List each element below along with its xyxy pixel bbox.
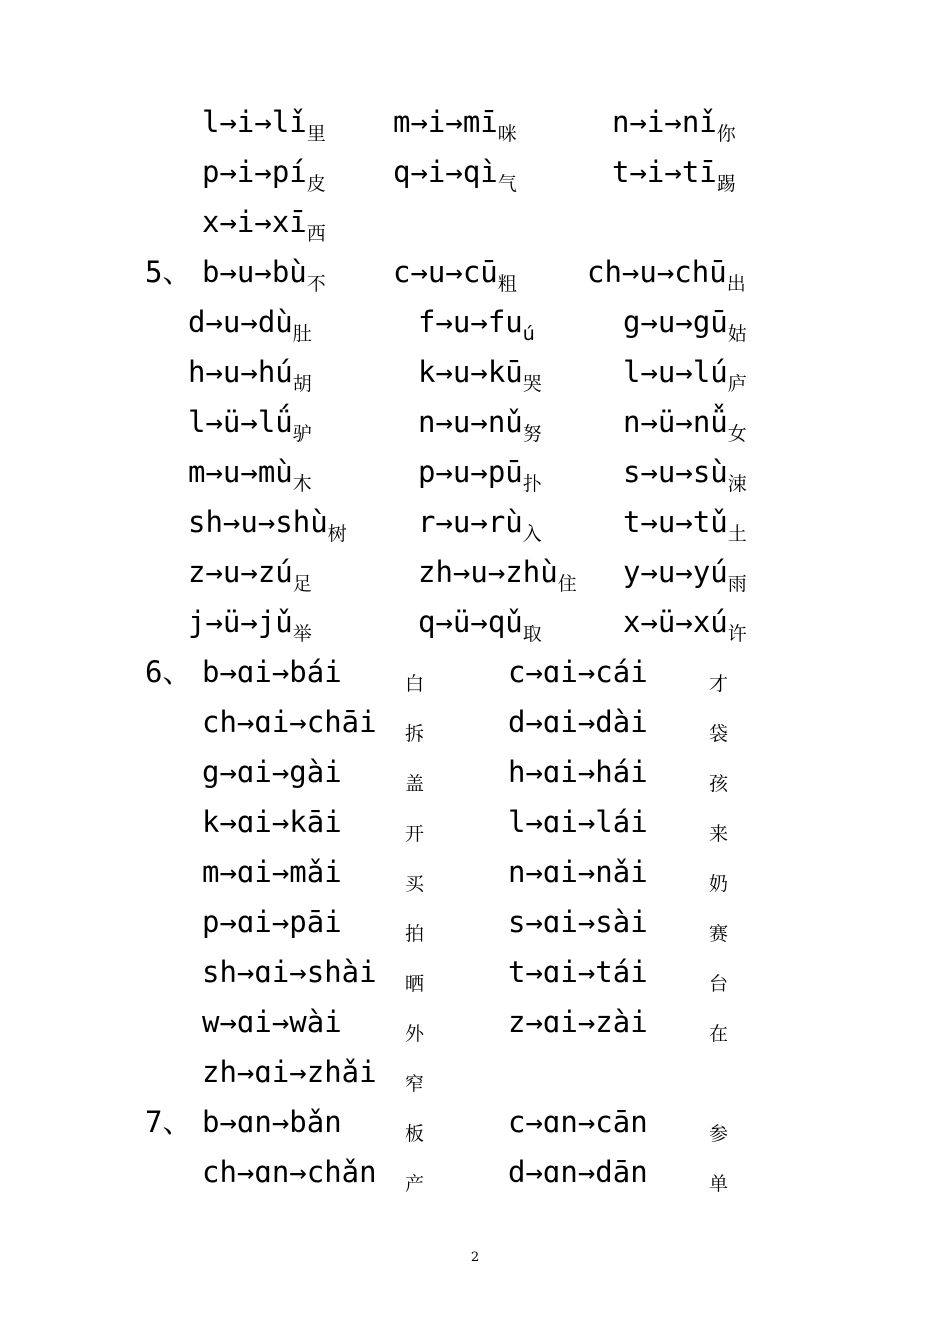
pinyin-entry — [508, 802, 729, 845]
hanzi-character: 孩 — [709, 773, 729, 795]
pinyin-text: sh→ɑi→shài — [202, 955, 377, 989]
pinyin-entry — [508, 952, 729, 995]
pinyin-entry — [393, 102, 517, 146]
page-number: 2 — [470, 1250, 480, 1265]
pinyin-text: n→i→nǐ — [612, 105, 717, 139]
pinyin-text: n→ɑi→nǎi — [508, 855, 648, 889]
pinyin-entry — [418, 602, 542, 646]
pinyin-text: d→ɑn→dān — [508, 1155, 648, 1189]
hanzi-character: 台 — [709, 973, 729, 995]
pinyin-text: g→ɑi→gài — [202, 755, 342, 789]
pinyin-entry — [202, 702, 425, 745]
pinyin-text: p→ɑi→pāi — [202, 905, 342, 939]
pinyin-entry — [612, 152, 736, 196]
pinyin-entry — [418, 552, 577, 596]
hanzi-character: 住 — [557, 573, 577, 595]
pinyin-entry — [188, 552, 312, 596]
pinyin-text: ch→u→chū — [587, 255, 727, 289]
hanzi-character: 许 — [727, 623, 747, 645]
hanzi-character: 出 — [726, 273, 746, 295]
pinyin-text: n→ü→nǚ — [623, 405, 728, 439]
hanzi-character: 肚 — [292, 323, 312, 345]
pinyin-entry — [202, 952, 425, 995]
hanzi-character: 参 — [709, 1123, 729, 1145]
pinyin-text: z→ɑi→zài — [508, 1005, 648, 1039]
pinyin-text: g→u→gū — [623, 305, 728, 339]
pinyin-text: q→ü→qǔ — [418, 605, 523, 639]
hanzi-character: ú — [522, 323, 535, 345]
pinyin-text: ch→ɑi→chāi — [202, 705, 377, 739]
pinyin-text: z→u→zú — [188, 555, 293, 589]
pinyin-entry — [202, 852, 425, 895]
pinyin-text: y→u→yú — [623, 555, 728, 589]
pinyin-entry — [508, 852, 729, 895]
hanzi-character: 土 — [727, 523, 747, 545]
pinyin-entry — [508, 1152, 729, 1195]
pinyin-text: k→ɑi→kāi — [202, 805, 342, 839]
pinyin-text: b→ɑn→bǎn — [202, 1105, 342, 1139]
hanzi-character: 盖 — [405, 773, 425, 795]
hanzi-character: 踢 — [716, 173, 736, 195]
pinyin-entry — [202, 1002, 425, 1045]
pinyin-text: h→ɑi→hái — [508, 755, 648, 789]
pinyin-entry — [202, 652, 425, 695]
hanzi-character: 产 — [405, 1173, 425, 1195]
pinyin-text: c→ɑi→cái — [508, 655, 648, 689]
pinyin-text: l→ü→lǘ — [188, 405, 293, 439]
hanzi-character: 足 — [292, 573, 312, 595]
pinyin-entry — [393, 152, 517, 196]
pinyin-text: q→i→qì — [393, 155, 498, 189]
hanzi-character: 奶 — [709, 873, 729, 895]
pinyin-entry — [188, 502, 347, 546]
pinyin-entry — [587, 252, 746, 296]
pinyin-entry — [393, 252, 517, 296]
hanzi-character: 取 — [522, 623, 542, 645]
pinyin-text: f→u→fu — [418, 305, 523, 339]
hanzi-character: 袋 — [709, 723, 729, 745]
pinyin-text: b→ɑi→bái — [202, 655, 342, 689]
hanzi-character: 板 — [405, 1123, 425, 1145]
pinyin-text: p→u→pū — [418, 455, 523, 489]
pinyin-text: c→u→cū — [393, 255, 498, 289]
pinyin-text: c→ɑn→cān — [508, 1105, 648, 1139]
section-number: 6、 — [145, 655, 192, 689]
hanzi-character: 努 — [522, 423, 542, 445]
pinyin-text: sh→u→shù — [188, 505, 328, 539]
hanzi-character: 庐 — [727, 373, 747, 395]
pinyin-text: ch→ɑn→chǎn — [202, 1155, 377, 1189]
hanzi-character: 来 — [709, 823, 729, 845]
pinyin-text: n→u→nǔ — [418, 405, 523, 439]
pinyin-entry — [508, 702, 729, 745]
hanzi-character: 晒 — [405, 973, 425, 995]
pinyin-text: j→ü→jǔ — [188, 605, 293, 639]
pinyin-text: k→u→kū — [418, 355, 523, 389]
hanzi-character: 里 — [306, 123, 326, 145]
pinyin-entry — [508, 652, 729, 695]
pinyin-entry — [188, 402, 312, 446]
hanzi-character: 女 — [727, 423, 747, 445]
pinyin-entry — [508, 752, 729, 795]
pinyin-entry — [623, 452, 747, 496]
pinyin-text: t→u→tǔ — [623, 505, 728, 539]
pinyin-entry — [418, 302, 535, 346]
hanzi-character: 粗 — [497, 273, 517, 295]
hanzi-character: 赛 — [709, 923, 729, 945]
pinyin-entry — [508, 902, 729, 945]
hanzi-character: 入 — [522, 523, 542, 545]
hanzi-character: 哭 — [522, 373, 542, 395]
pinyin-text: d→u→dù — [188, 305, 293, 339]
hanzi-character: 气 — [497, 173, 517, 195]
pinyin-text: r→u→rù — [418, 505, 523, 539]
hanzi-character: 白 — [405, 673, 425, 695]
pinyin-text: zh→u→zhù — [418, 555, 558, 589]
hanzi-character: 木 — [292, 473, 312, 495]
pinyin-entry — [202, 1102, 425, 1145]
hanzi-character: 窄 — [405, 1073, 425, 1095]
pinyin-entry — [612, 102, 736, 146]
pinyin-entry — [202, 802, 425, 845]
hanzi-character: 才 — [709, 673, 729, 695]
pinyin-entry — [188, 452, 312, 496]
pinyin-text: x→ü→xú — [623, 605, 728, 639]
pinyin-text: w→ɑi→wài — [202, 1005, 342, 1039]
pinyin-text: s→u→sù — [623, 455, 728, 489]
pinyin-entry — [508, 1102, 729, 1145]
pinyin-text: m→ɑi→mǎi — [202, 855, 342, 889]
hanzi-character: 你 — [716, 123, 736, 145]
pinyin-entry — [202, 1052, 425, 1095]
pinyin-text: t→ɑi→tái — [508, 955, 648, 989]
hanzi-character: 举 — [292, 623, 312, 645]
pinyin-entry — [188, 302, 312, 346]
pinyin-entry — [418, 502, 542, 546]
pinyin-text: s→ɑi→sài — [508, 905, 648, 939]
pinyin-text: d→ɑi→dài — [508, 705, 648, 739]
pinyin-entry — [202, 102, 326, 146]
hanzi-character: 咪 — [497, 123, 517, 145]
pinyin-text: m→u→mù — [188, 455, 293, 489]
pinyin-entry — [188, 602, 312, 646]
hanzi-character: 驴 — [292, 423, 312, 445]
hanzi-character: 扑 — [522, 473, 542, 495]
pinyin-text: t→i→tī — [612, 155, 717, 189]
pinyin-text: h→u→hú — [188, 355, 293, 389]
hanzi-character: 外 — [405, 1023, 425, 1045]
pinyin-entry — [202, 752, 425, 795]
hanzi-character: 皮 — [306, 173, 326, 195]
pinyin-entry — [418, 402, 542, 446]
hanzi-character: 不 — [306, 273, 326, 295]
hanzi-character: 拍 — [405, 923, 425, 945]
hanzi-character: 西 — [306, 223, 326, 245]
pinyin-entry — [623, 602, 747, 646]
hanzi-character: 姑 — [727, 323, 747, 345]
pinyin-entry — [623, 502, 747, 546]
hanzi-character: 胡 — [292, 373, 312, 395]
pinyin-entry — [188, 352, 312, 396]
pinyin-text: p→i→pí — [202, 155, 307, 189]
pinyin-entry — [202, 252, 326, 296]
pinyin-entry — [418, 452, 542, 496]
pinyin-text: x→i→xī — [202, 205, 307, 239]
pinyin-text: l→i→lǐ — [202, 105, 307, 139]
pinyin-entry — [508, 1002, 729, 1045]
pinyin-entry — [202, 152, 326, 196]
pinyin-text: m→i→mī — [393, 105, 498, 139]
section-number: 7、 — [145, 1105, 192, 1139]
pinyin-entry — [623, 302, 747, 346]
pinyin-text: l→ɑi→lái — [508, 805, 648, 839]
hanzi-character: 涑 — [727, 473, 747, 495]
pinyin-entry — [202, 902, 425, 945]
section-number: 5、 — [145, 255, 192, 289]
pinyin-text: l→u→lú — [623, 355, 728, 389]
hanzi-character: 拆 — [405, 723, 425, 745]
pinyin-entry — [623, 552, 747, 596]
hanzi-character: 开 — [405, 823, 425, 845]
hanzi-character: 树 — [327, 523, 347, 545]
hanzi-character: 买 — [405, 873, 425, 895]
pinyin-entry — [202, 202, 326, 246]
pinyin-text: zh→ɑi→zhǎi — [202, 1055, 377, 1089]
hanzi-character: 在 — [709, 1023, 729, 1045]
hanzi-character: 单 — [709, 1173, 729, 1195]
hanzi-character: 雨 — [727, 573, 747, 595]
pinyin-entry — [202, 1152, 425, 1195]
pinyin-entry — [623, 352, 747, 396]
pinyin-entry — [418, 352, 542, 396]
pinyin-entry — [623, 402, 747, 446]
pinyin-text: b→u→bù — [202, 255, 307, 289]
